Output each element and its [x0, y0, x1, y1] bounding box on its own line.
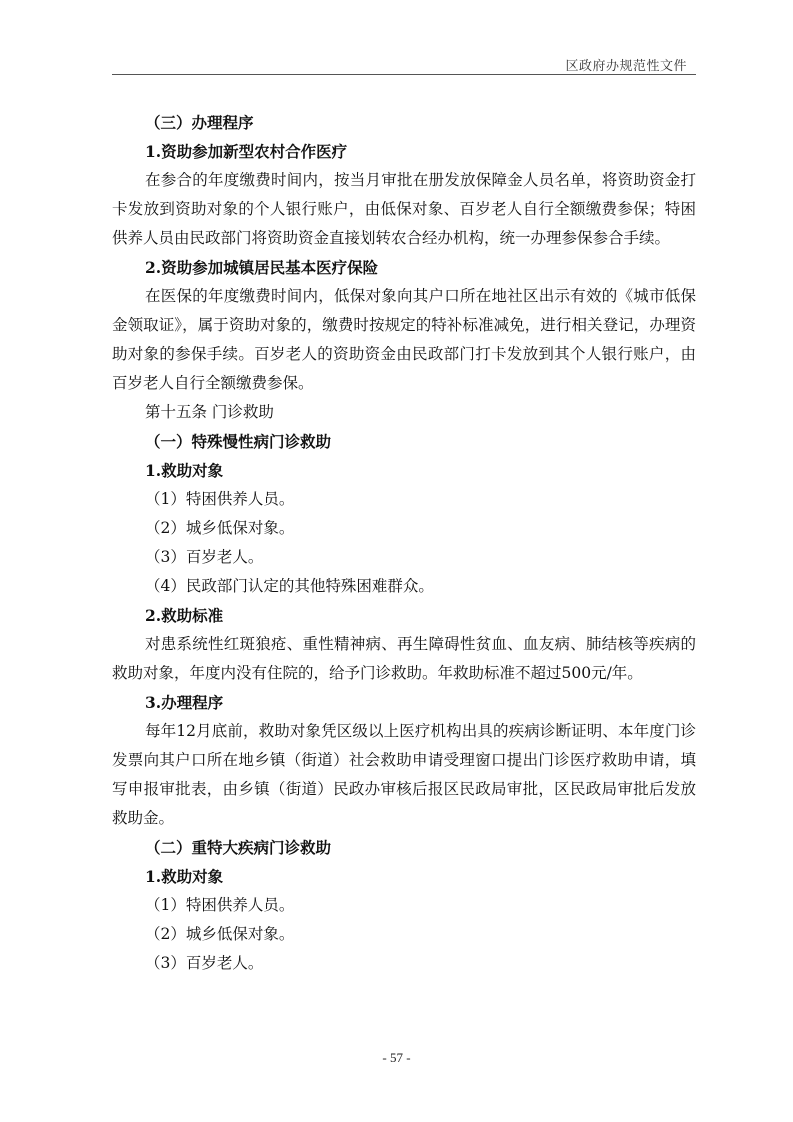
- list-item: （2）城乡低保对象。: [145, 519, 295, 537]
- document-category-header: 区政府办规范性文件: [565, 59, 687, 74]
- document-body: [112, 108, 696, 978]
- subheading-procedure: 3.办理程序: [145, 693, 224, 712]
- list-item: （1）特困供养人员。: [145, 490, 295, 508]
- paragraph-urban-insurance: 在医保的年度缴费时间内，低保对象向其户口所在地社区出示有效的《城市低保金领取证》，属于资助对象的，缴费时按规定的特补标准减免，进行相关登记，办理资助对象的参保手续。百岁老人的资助资金由民政部门打卡发放到其个人银行账户，由百岁老人自行全额缴费参保。: [112, 287, 696, 392]
- article-heading: 第十五条 门诊救助: [145, 403, 274, 421]
- subheading-recipients: 1.救助对象: [145, 461, 224, 480]
- paragraph-procedure: 每年12月底前，救助对象凭区级以上医疗机构出具的疾病诊断证明、本年度门诊发票向其户口所在地乡镇（街道）社会救助申请受理窗口提出门诊医疗救助申请，填写申报审批表，由乡镇（街道）民政办审核后报区民政局审批，区民政局审批后发放救助金。: [112, 722, 696, 827]
- list-item: （1）特困供养人员。: [145, 896, 295, 914]
- subheading-recipients: 1.救助对象: [145, 867, 224, 886]
- header-divider: [112, 74, 696, 75]
- list-item: （4）民政部门认定的其他特殊困难群众。: [145, 577, 434, 595]
- list-item: （2）城乡低保对象。: [145, 925, 295, 943]
- section-heading-procedure: （三）办理程序: [145, 113, 254, 132]
- page-number: - 57 -: [382, 1050, 411, 1065]
- section-heading-major-disease: （二）重特大疾病门诊救助: [145, 838, 332, 857]
- section-heading-chronic: （一）特殊慢性病门诊救助: [145, 432, 332, 451]
- list-item: （3）百岁老人。: [145, 548, 264, 566]
- paragraph-rural-medical: 在参合的年度缴费时间内，按当月审批在册发放保障金人员名单，将资助资金打卡发放到资助对象的个人银行账户，由低保对象、百岁老人自行全额缴费参保；特困供养人员由民政部门将资助资金直接划转农合经办机构，统一办理参保参合手续。: [112, 171, 696, 247]
- list-item: （3）百岁老人。: [145, 954, 264, 972]
- subheading-rural-medical: 1.资助参加新型农村合作医疗: [145, 142, 348, 161]
- subheading-urban-insurance: 2.资助参加城镇居民基本医疗保险: [145, 258, 379, 277]
- paragraph-standard: 对患系统性红斑狼疮、重性精神病、再生障碍性贫血、血友病、肺结核等疾病的救助对象，年度内没有住院的，给予门诊救助。年救助标准不超过500元/年。: [112, 635, 696, 682]
- subheading-standard: 2.救助标准: [145, 606, 224, 625]
